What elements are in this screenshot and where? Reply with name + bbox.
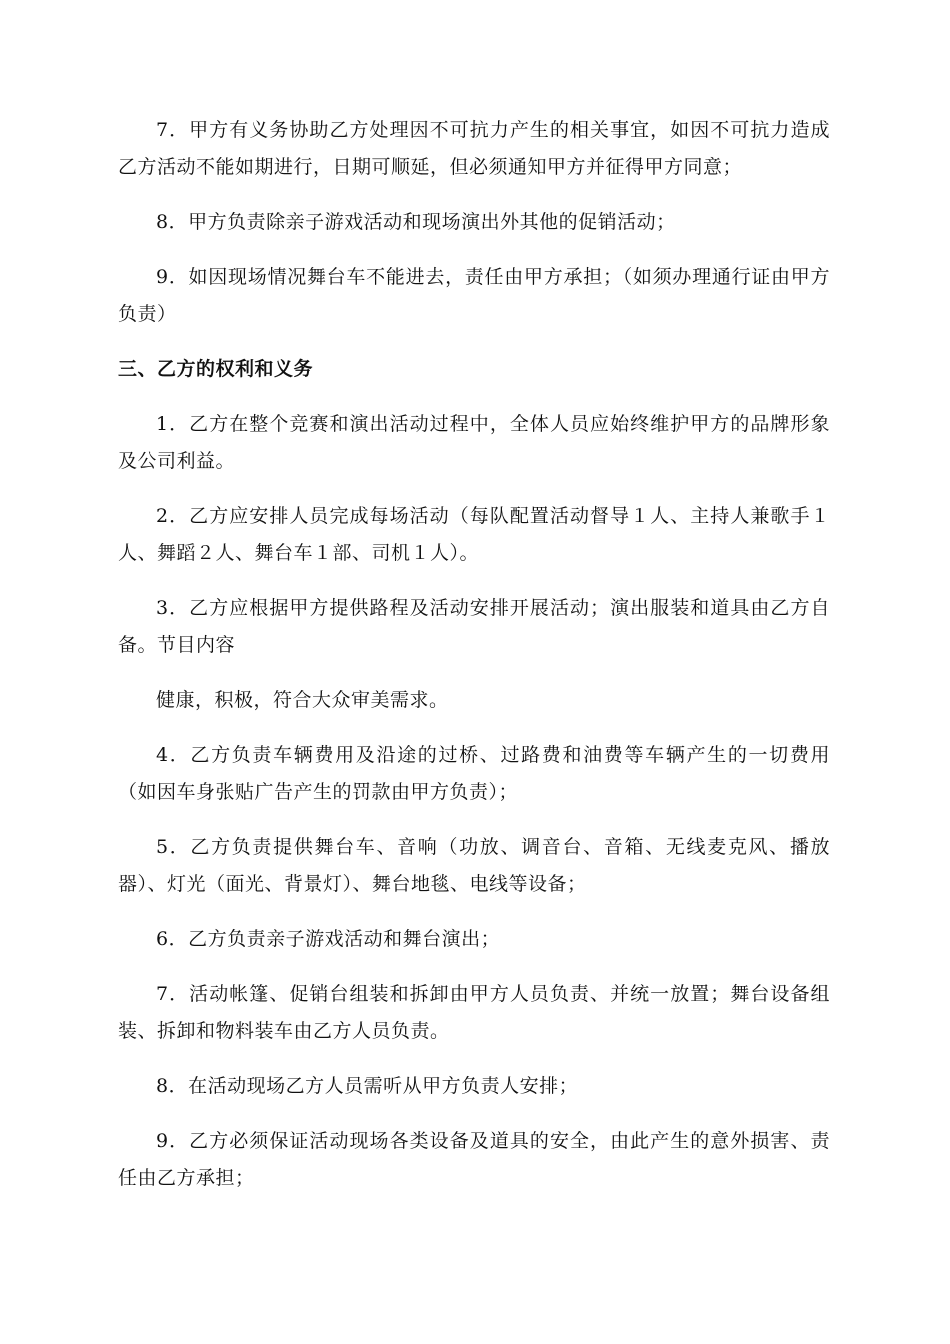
clause-party-b-9: 9．乙方必须保证活动现场各类设备及道具的安全，由此产生的意外损害、责任由乙方承担； xyxy=(118,1130,830,1189)
clause-party-b-7: 7．活动帐篷、促销台组装和拆卸由甲方人员负责、并统一放置；舞台设备组装、拆卸和物料装车由乙方人员负责。 xyxy=(118,983,830,1042)
clause-party-b-3: 3．乙方应根据甲方提供路程及活动安排开展活动；演出服装和道具由乙方自备。节目内容 xyxy=(118,597,830,656)
clause-party-a-8: 8．甲方负责除亲子游戏活动和现场演出外其他的促销活动； xyxy=(156,211,676,233)
clause-party-a-9: 9．如因现场情况舞台车不能进去，责任由甲方承担；（如须办理通行证由甲方负责） xyxy=(118,266,830,325)
clause-party-b-1: 1．乙方在整个竞赛和演出活动过程中，全体人员应始终维护甲方的品牌形象及公司利益。 xyxy=(118,413,830,472)
clause-party-b-8: 8．在活动现场乙方人员需听从甲方负责人安排； xyxy=(156,1075,579,1097)
clause-party-b-5: 5．乙方负责提供舞台车、音响（功放、调音台、音箱、无线麦克风、播放器）、灯光（面光、背景灯）、舞台地毯、电线等设备； xyxy=(118,836,830,895)
document-body xyxy=(118,112,830,1215)
clause-party-b-3-continued: 健康，积极，符合大众审美需求。 xyxy=(156,689,449,711)
clause-party-b-6: 6．乙方负责亲子游戏活动和舞台演出； xyxy=(156,928,501,950)
clause-party-a-7: 7．甲方有义务协助乙方处理因不可抗力产生的相关事宜，如因不可抗力造成乙方活动不能如期进行，日期可顺延，但必须通知甲方并征得甲方同意； xyxy=(118,119,830,178)
clause-party-b-4: 4．乙方负责车辆费用及沿途的过桥、过路费和油费等车辆产生的一切费用（如因车身张贴广告产生的罚款由甲方负责）； xyxy=(118,744,830,803)
clause-party-b-2: 2．乙方应安排人员完成每场活动（每队配置活动督导１人、主持人兼歌手１人、舞蹈２人、舞台车１部、司机１人）。 xyxy=(118,505,830,564)
section-heading: 三、乙方的权利和义务 xyxy=(118,358,314,380)
